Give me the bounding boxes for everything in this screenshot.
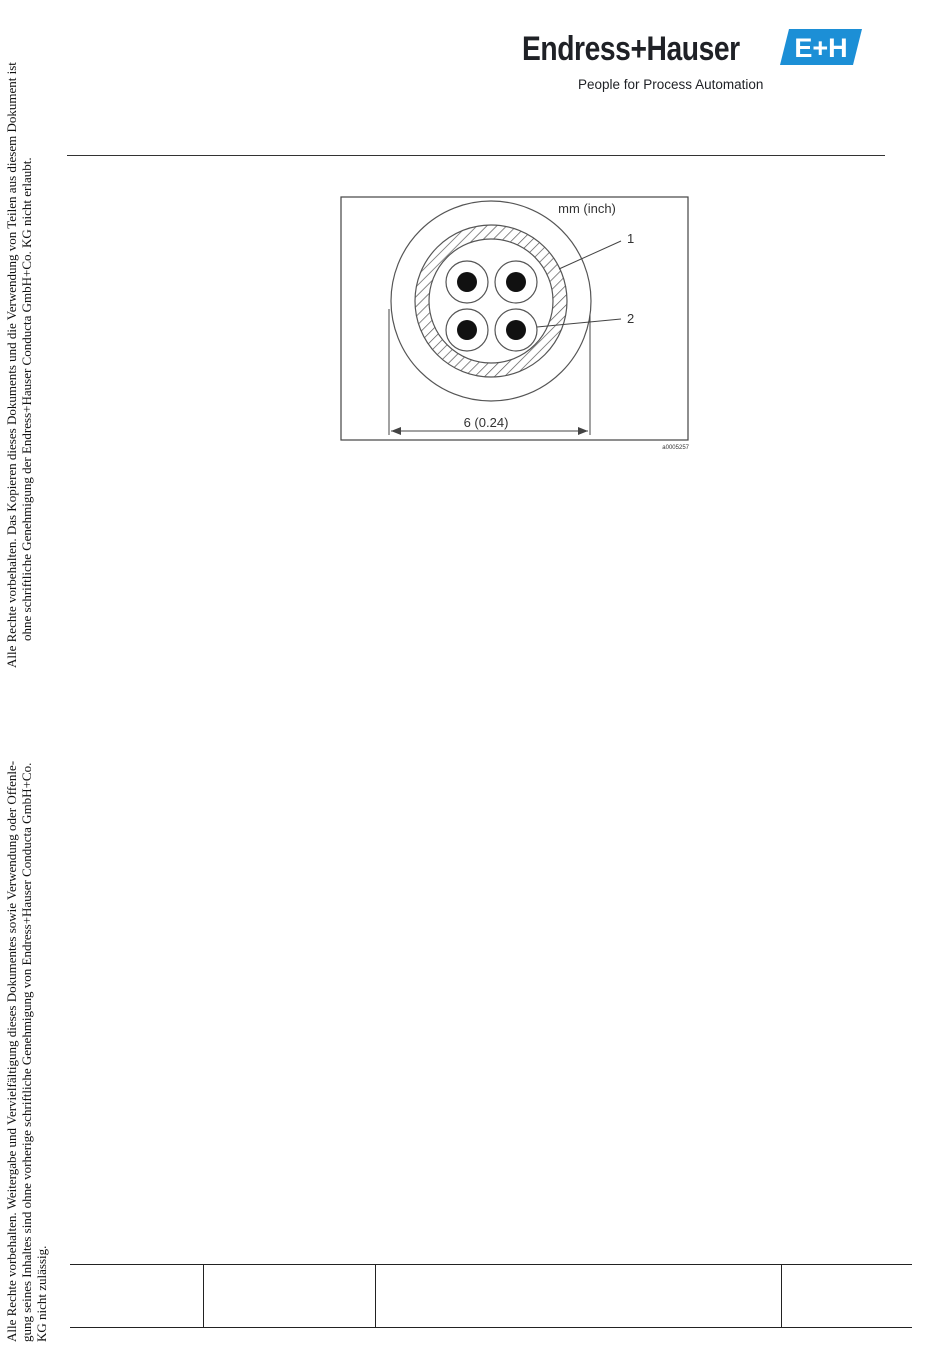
unit-label: mm (inch) xyxy=(558,201,616,216)
company-logo xyxy=(522,28,862,98)
copyright-note-top-line1: Alle Rechte vorbehalten. Das Kopieren dieses Dokuments und die Verwendung von Teilen aus diesem Dokument ist xyxy=(4,62,19,668)
footer-cell xyxy=(781,1265,912,1328)
conductor xyxy=(446,309,488,351)
eh-logo-text: E+H xyxy=(794,33,848,63)
copyright-note-bottom-line2: gung seines Inhaltes sind ohne vorherige schriftliche Genehmigung von Endress+Hauser Conducta GmbH+Co. xyxy=(19,762,34,1342)
brand-tagline: People for Process Automation xyxy=(578,77,764,92)
cable-inner-insulation xyxy=(429,239,553,363)
footer-cell xyxy=(203,1265,375,1328)
footer-table xyxy=(70,1264,912,1328)
footer-cell xyxy=(70,1265,203,1328)
eh-logo-icon xyxy=(780,29,862,65)
dimension-arrow-right xyxy=(578,427,588,435)
conductor xyxy=(446,261,488,303)
brand-name: Endress+Hauser xyxy=(522,30,740,68)
copyright-note-bottom-line3: KG nicht zulässig. xyxy=(34,1245,49,1342)
callout-1-label: 1 xyxy=(627,231,635,246)
cable-cross-section-figure xyxy=(339,195,691,455)
footer-table-row xyxy=(70,1265,912,1328)
copyright-note-bottom xyxy=(4,761,49,1342)
conductor xyxy=(495,261,537,303)
figure-id: a0005257 xyxy=(662,445,689,451)
dimension-label: 6 (0.24) xyxy=(463,415,509,430)
copyright-note-top xyxy=(4,62,34,668)
callout-2-label: 2 xyxy=(627,311,635,326)
header-divider xyxy=(67,155,885,156)
copyright-note-top-line2: ohne schriftliche Genehmigung der Endress+Hauser Conducta GmbH+Co. KG nicht erlaubt. xyxy=(19,157,34,641)
conductor xyxy=(495,309,537,351)
footer-cell xyxy=(375,1265,781,1328)
dimension-arrow-left xyxy=(391,427,401,435)
copyright-note-bottom-line1: Alle Rechte vorbehalten. Weitergabe und Vervielfältigung dieses Dokumentes sowie Verwendung oder Offenle- xyxy=(4,760,19,1342)
